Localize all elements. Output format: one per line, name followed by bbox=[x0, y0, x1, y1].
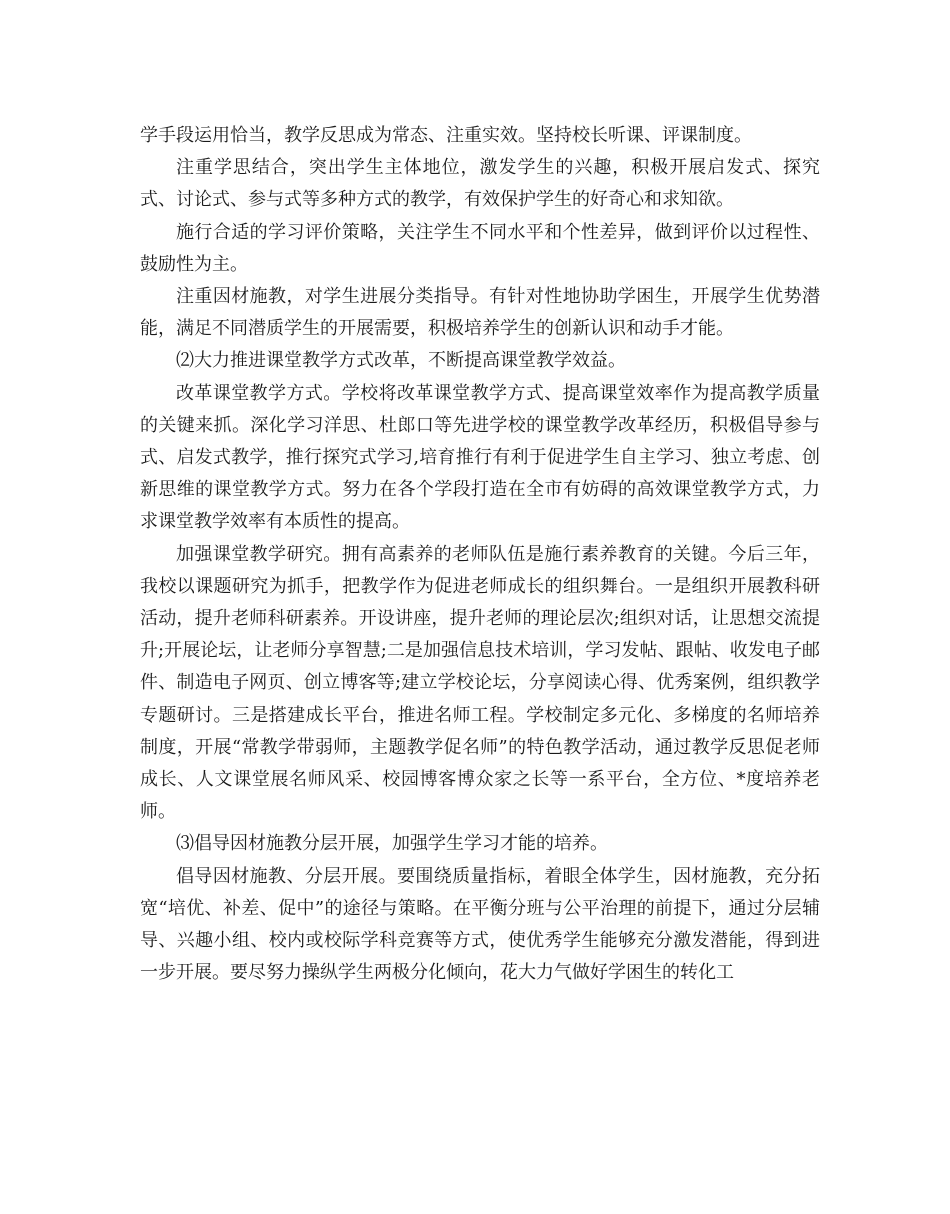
paragraph: 注重因材施教，对学生进展分类指导。有针对性地协助学困生，开展学生优势潜能，满足不同潜质学生的开展需要，积极培养学生的创新认识和动手才能。 bbox=[140, 286, 820, 340]
paragraph: 改革课堂教学方式。学校将改革课堂教学方式、提高课堂效率作为提高教学质量的关键来抓。深化学习洋思、杜郎口等先进学校的课堂教学改革经历，积极倡导参与式、启发式教学，推行探究式学习,培育推行有利于促进学生自主学习、独立考虑、创新思维的课堂教学方式。努力在各个学段打造在全市有妨碍的高效课堂教学方式，力求课堂教学效率有本质性的提高。 bbox=[140, 382, 820, 533]
section-heading: ⑶倡导因材施教分层开展，加强学生学习才能的培养。 bbox=[176, 833, 608, 855]
paragraph: 注重学思结合，突出学生主体地位，激发学生的兴趣，积极开展启发式、探究式、讨论式、参与式等多种方式的教学，有效保护学生的好奇心和求知欲。 bbox=[140, 157, 820, 211]
section-heading: ⑵大力推进课堂教学方式改革，不断提高课堂教学效益。 bbox=[176, 350, 626, 372]
paragraph: 学手段运用恰当，教学反思成为常态、注重实效。坚持校长听课、评课制度。 bbox=[140, 125, 752, 146]
paragraph: 施行合适的学习评价策略，关注学生不同水平和个性差异，做到评价以过程性、鼓励性为主。 bbox=[140, 221, 820, 275]
paragraph: 加强课堂教学研究。拥有高素养的老师队伍是施行素养教育的关键。今后三年，我校以课题研究为抓手，把教学作为促进老师成长的组织舞台。一是组织开展教科研活动，提升老师科研素养。开设讲座，提升老师的理论层次;组织对话，让思想交流提升;开展论坛，让老师分享智慧;二是加强信息技术培训，学习发帖、跟帖、收发电子邮件、制造电子网页、创立博客等;建立学校论坛，分享阅读心得、优秀案例，组织教学专题研讨。三是搭建成长平台，推进名师工程。学校制定多元化、多梯度的名师培养制度，开展“常教学带弱师，主题教学促名师”的特色教学活动，通过教学反思促老师成长、人文课堂展名师风采、校园博客博众家之长等一系平台，全方位、*度培养老师。 bbox=[140, 543, 820, 823]
document-body bbox=[140, 120, 820, 989]
paragraph: 倡导因材施教、分层开展。要围绕质量指标，着眼全体学生，因材施教，充分拓宽“培优、补差、促中”的途径与策略。在平衡分班与公平治理的前提下，通过分层辅导、兴趣小组、校内或校际学科竞赛等方式，使优秀学生能够充分激发潜能，得到进一步开展。要尽努力操纵学生两极分化倾向，花大力气做好学困生的转化工 bbox=[140, 865, 820, 984]
